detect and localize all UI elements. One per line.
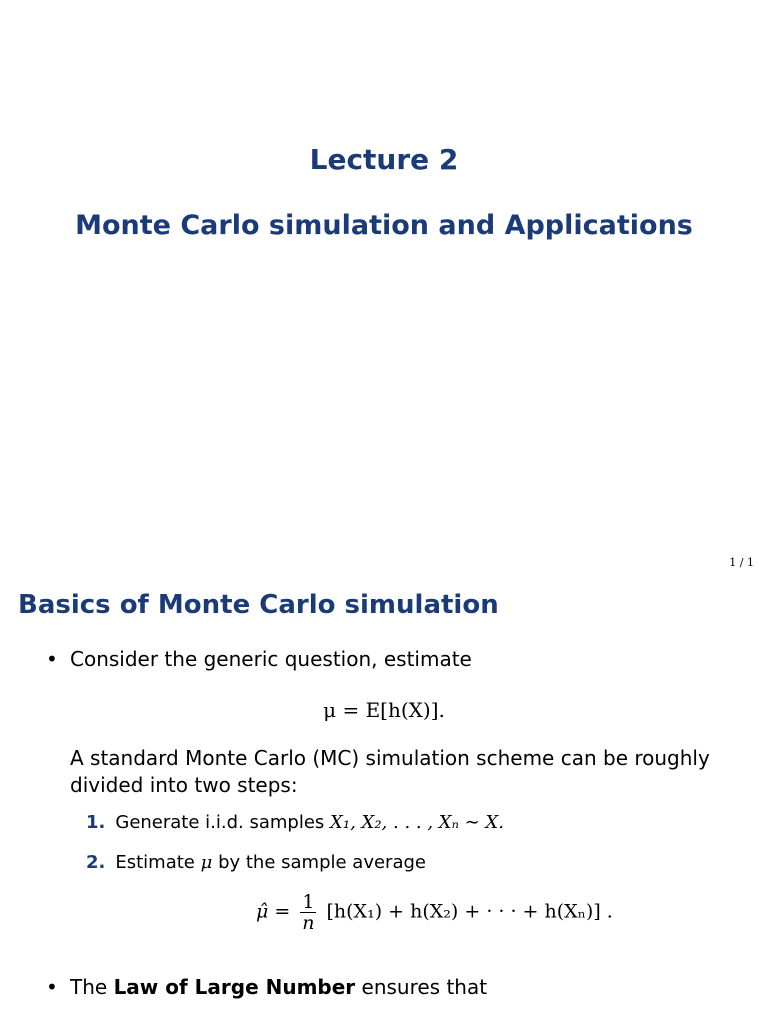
step-math: X₁, X₂, . . . , Xₙ ∼ X. xyxy=(330,812,504,833)
step-number: 1. xyxy=(86,812,106,833)
step-number: 2. xyxy=(86,852,106,873)
bullet-text xyxy=(70,975,487,999)
bullet-icon: • xyxy=(46,647,58,671)
step-item xyxy=(86,812,504,833)
lecture-number: Lecture 2 xyxy=(309,143,459,176)
step-text: Generate i.i.d. samples xyxy=(115,812,325,833)
equation-rhs: [h(X₁) + h(X₂) + · · · + h(Xₙ)] . xyxy=(326,900,613,923)
step-text: by the sample average xyxy=(218,852,426,873)
step-symbol: μ xyxy=(200,852,213,873)
bullet-bold-term: Law of Large Number xyxy=(113,975,356,999)
frame-title: Basics of Monte Carlo simulation xyxy=(18,590,499,620)
content-slide xyxy=(0,580,768,1024)
lecture-title: Monte Carlo simulation and Applications xyxy=(75,210,693,241)
bullet-text: Consider the generic question, estimate xyxy=(70,647,472,671)
bullet-text-start: The xyxy=(70,975,108,999)
fraction xyxy=(300,892,316,933)
step-item xyxy=(86,852,426,873)
step-text: Estimate xyxy=(115,852,195,873)
equation-lhs: μ̂ = xyxy=(256,900,291,923)
page-number: 1 / 1 xyxy=(729,556,754,569)
expectation-equation: μ = E[h(X)]. xyxy=(323,698,445,722)
bullet-icon: • xyxy=(46,975,58,999)
paragraph: A standard Monte Carlo (MC) simulation scheme can be roughly divided into two steps: xyxy=(70,746,710,797)
fraction-numerator: 1 xyxy=(302,891,315,913)
sample-average-equation xyxy=(256,892,613,933)
bullet-text-end: ensures that xyxy=(361,975,488,999)
fraction-denominator: n xyxy=(302,912,315,934)
